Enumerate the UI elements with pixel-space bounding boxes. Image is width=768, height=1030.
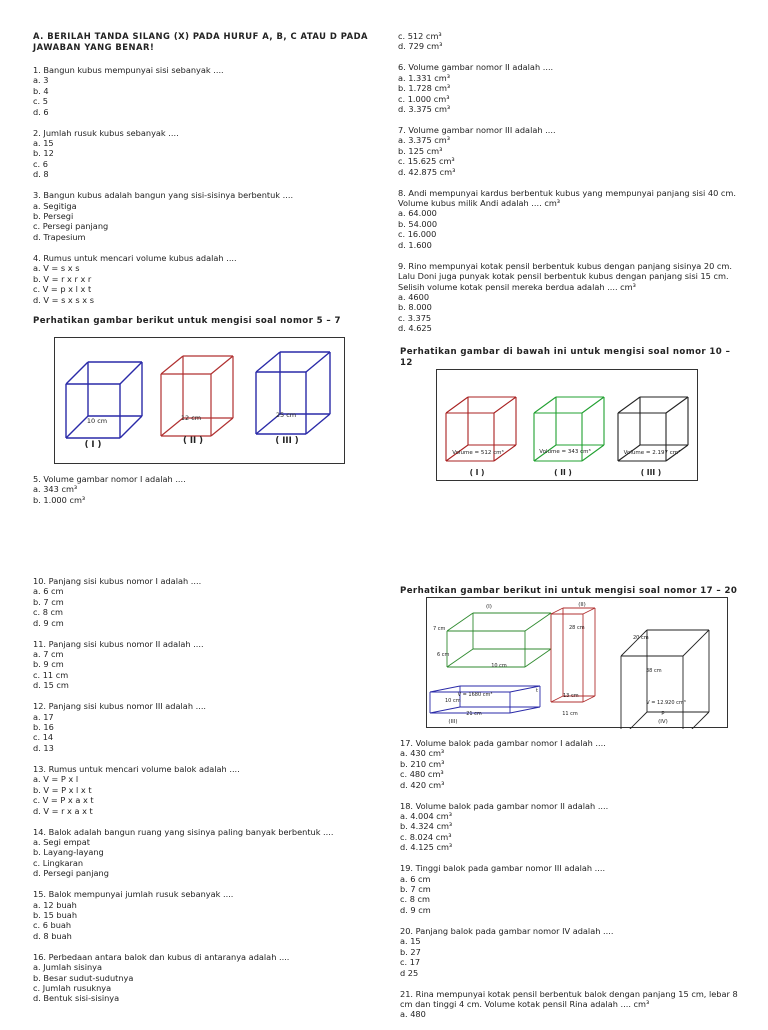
answer-option[interactable]: d. 3.375 cm³ xyxy=(398,104,451,115)
cube-edge xyxy=(120,362,142,384)
answer-option[interactable]: b. 125 cm³ xyxy=(398,145,443,156)
question-text: 2. Jumlah rusuk kubus sebanyak .... xyxy=(33,127,179,138)
section-10-12-line2: 12 xyxy=(400,358,413,368)
question-block xyxy=(33,253,378,305)
balok-edge xyxy=(583,696,595,702)
question-block xyxy=(398,125,743,177)
answer-option[interactable]: d. 4.625 xyxy=(398,323,432,334)
balok-3-length: 21 cm xyxy=(466,711,482,717)
question-block xyxy=(33,952,378,1004)
answer-option[interactable]: c. 14 xyxy=(33,732,54,743)
answer-option[interactable]: d. Bentuk sisi-sisinya xyxy=(33,993,120,1004)
answer-option[interactable]: d. 4.125 cm³ xyxy=(400,842,453,853)
answer-option[interactable]: c. 5 xyxy=(33,96,48,107)
answer-option[interactable]: a. 3.375 cm³ xyxy=(398,135,451,146)
cube-edge xyxy=(211,418,233,436)
answer-option[interactable]: a. 15 xyxy=(33,138,54,149)
header xyxy=(33,31,378,53)
balok-edge xyxy=(525,613,551,631)
question-text: 9. Rino mempunyai kotak pensil berbentuk kubus dengan panjang sisinya 20 cm. xyxy=(398,260,733,271)
answer-option[interactable]: a. V = s x s xyxy=(33,263,80,274)
cube-edge xyxy=(582,397,604,413)
figure-balok-17-20 xyxy=(426,597,728,728)
balok-edge xyxy=(621,630,647,656)
answer-option[interactable]: d. 8 xyxy=(33,169,49,180)
answer-option[interactable]: b. 1.000 cm³ xyxy=(33,494,86,505)
balok-edge xyxy=(430,707,460,713)
question-block xyxy=(33,889,378,941)
section-heading-10-12 xyxy=(400,347,745,369)
question-block xyxy=(398,31,743,52)
balok-edge xyxy=(683,712,709,729)
answer-option[interactable]: d. 8 buah xyxy=(33,930,72,941)
answer-option[interactable]: d. 1.600 xyxy=(398,239,432,250)
answer-option[interactable]: c. 6 xyxy=(33,158,48,169)
question-text: Selisih volume kotak pensil mereka berdua adalah .... cm³ xyxy=(398,281,636,292)
cube-edge xyxy=(161,356,183,374)
balok-1-length: 10 cm xyxy=(491,663,507,669)
question-text: cm dan tinggi 4 cm. Volume kotak pensil Rina adalah .... cm³ xyxy=(400,998,650,1009)
question-block xyxy=(398,188,743,250)
answer-option[interactable]: b. V = P x l x t xyxy=(33,784,92,795)
answer-option[interactable]: a. Segitiga xyxy=(33,200,77,211)
balok-edge xyxy=(447,649,473,667)
answer-option[interactable]: d. 9 cm xyxy=(33,617,64,628)
question-block xyxy=(398,261,743,334)
balok-edge xyxy=(510,707,540,713)
question-block xyxy=(33,701,378,753)
question-text: 18. Volume balok pada gambar nomor II adalah .... xyxy=(400,800,609,811)
answer-option[interactable]: c. V = p x l x t xyxy=(33,284,92,295)
cube-3-numeral: ( III ) xyxy=(640,468,662,477)
balok-2-depth: 13 cm xyxy=(563,693,579,699)
cube-2-numeral: ( II ) xyxy=(182,436,204,446)
cube-edge xyxy=(66,362,88,384)
question-text: 6. Volume gambar nomor II adalah .... xyxy=(398,62,554,73)
cube-edge xyxy=(494,397,516,413)
balok-edge xyxy=(525,649,551,667)
question-text: 10. Panjang sisi kubus nomor I adalah .... xyxy=(33,576,202,586)
balok-4-numeral: (IV) xyxy=(658,719,668,725)
answer-option[interactable]: c. 512 cm³ xyxy=(398,31,442,41)
cube-3-volume-label: Volume = 2.197 cm³ xyxy=(623,450,681,456)
answer-option[interactable]: c. Persegi panjang xyxy=(33,221,109,232)
answer-option[interactable]: d. V = r x a x t xyxy=(33,805,93,816)
section-heading-17-20: Perhatikan gambar berikut ini untuk mengisi soal nomor 17 – 20 xyxy=(400,586,738,596)
balok-edge xyxy=(551,696,563,702)
answer-option[interactable]: d. 15 cm xyxy=(33,680,69,691)
answer-option[interactable]: d. 729 cm³ xyxy=(398,41,443,52)
question-5 xyxy=(33,474,378,505)
answer-option[interactable]: a. 4.004 cm³ xyxy=(400,811,453,822)
answer-option[interactable]: a. V = P x l xyxy=(33,774,79,785)
answer-option[interactable]: d. 42.875 cm³ xyxy=(398,166,456,177)
answer-option[interactable]: a. 7 cm xyxy=(33,649,64,660)
answer-option[interactable]: a. 3 xyxy=(33,75,49,86)
answer-option[interactable]: b. 12 xyxy=(33,148,54,159)
cube-2-side-label: 12 cm xyxy=(180,414,202,422)
balok-3-volume: V = 1680 cm³ xyxy=(457,692,493,698)
answer-option[interactable]: c. V = P x a x t xyxy=(33,795,94,806)
answer-option[interactable]: b. 15 buah xyxy=(33,909,78,920)
answer-option[interactable]: a. 343 cm³ xyxy=(33,484,78,495)
answer-option[interactable]: b. 8.000 xyxy=(398,302,432,313)
balok-1-height: 7 cm xyxy=(433,626,446,632)
balok-3-numeral: (III) xyxy=(448,719,458,725)
header-line-2: JAWABAN YANG BENAR! xyxy=(33,42,155,52)
answer-option[interactable]: d. 420 cm³ xyxy=(400,779,445,790)
question-block xyxy=(400,801,745,853)
question-block xyxy=(400,989,745,1020)
answer-option[interactable]: a. 17 xyxy=(33,711,54,722)
question-text: 7. Volume gambar nomor III adalah .... xyxy=(398,125,556,136)
answer-option[interactable]: c. 15.625 cm³ xyxy=(398,156,455,167)
questions-10-16 xyxy=(33,576,378,1014)
answer-option[interactable]: c. 17 xyxy=(400,957,421,968)
question-block xyxy=(33,764,378,816)
cube-1-volume-label: Volume = 512 cm³ xyxy=(452,450,504,456)
question-text: Lalu Doni juga punyak kotak pensil berbentuk kubus dengan panjang sisi 15 cm. xyxy=(398,271,729,282)
answer-option[interactable]: a. 6 cm xyxy=(33,586,64,597)
balok-4-volume: V = 12.920 cm³ xyxy=(646,700,686,706)
answer-option[interactable]: a. 64.000 xyxy=(398,208,437,219)
cube-edge xyxy=(666,397,688,413)
cube-edge xyxy=(446,397,468,413)
cube-edge xyxy=(161,418,183,436)
cube-3-numeral: ( III ) xyxy=(275,436,299,446)
answer-option[interactable]: c. 8 cm xyxy=(33,607,63,618)
cube-1-numeral: ( I ) xyxy=(469,468,485,477)
cube-1-side-label: 10 cm xyxy=(86,417,108,425)
balok-4-height: 38 cm xyxy=(646,668,662,674)
balok-2-height: 28 cm xyxy=(569,625,585,631)
figure-cubes-10-12 xyxy=(436,369,698,481)
answer-option[interactable]: b. Persegi xyxy=(33,211,74,222)
cube-edge xyxy=(256,352,280,372)
answer-option[interactable]: c. 8 cm xyxy=(400,894,430,905)
question-block xyxy=(398,62,743,114)
balok-edge xyxy=(551,608,563,614)
cube-edge xyxy=(618,397,640,413)
question-block xyxy=(33,576,378,628)
figure-cubes-5-7 xyxy=(54,337,345,464)
answer-option[interactable]: a. 4600 xyxy=(398,291,430,302)
answer-option[interactable]: a. 12 buah xyxy=(33,899,77,910)
answer-option[interactable]: b. 27 xyxy=(400,946,421,957)
answer-option[interactable]: c. 6 buah xyxy=(33,920,72,931)
answer-option[interactable]: d. V = s x s x s xyxy=(33,294,94,305)
balok-edge xyxy=(683,630,709,656)
question-text: 17. Volume balok pada gambar nomor I adalah .... xyxy=(400,738,606,748)
answer-option[interactable]: a. 1.331 cm³ xyxy=(398,72,451,83)
question-text: 21. Rina mempunyai kotak pensil berbentuk balok dengan panjang 15 cm, lebar 8 xyxy=(400,988,738,999)
answer-option[interactable]: b. 16 xyxy=(33,722,54,733)
question-block xyxy=(400,926,745,978)
question-text: 19. Tinggi balok pada gambar nomor III adalah .... xyxy=(400,863,606,874)
answer-option[interactable]: c. Lingkaran xyxy=(33,857,84,868)
answer-option[interactable]: d. 6 xyxy=(33,106,49,117)
answer-option[interactable]: b. V = r x r x r xyxy=(33,273,92,284)
answer-option[interactable]: c. 11 cm xyxy=(33,669,69,680)
cube-3-side-label: 25 cm xyxy=(275,411,297,419)
cube-edge xyxy=(534,397,556,413)
balok-1-width: 6 cm xyxy=(437,652,450,658)
answer-option[interactable]: c. 3.375 xyxy=(398,312,432,323)
question-block xyxy=(400,738,745,790)
section-heading-5-7: Perhatikan gambar berikut untuk mengisi soal nomor 5 – 7 xyxy=(33,316,341,326)
answer-option[interactable]: d 25 xyxy=(400,967,419,978)
answer-option[interactable]: a. 430 cm³ xyxy=(400,748,445,759)
question-text: 5. Volume gambar nomor I adalah .... xyxy=(33,474,186,484)
question-text: 20. Panjang balok pada gambar nomor IV adalah .... xyxy=(400,925,614,936)
answer-option[interactable]: b. 9 cm xyxy=(33,659,64,670)
balok-edge xyxy=(430,686,460,692)
answer-option[interactable]: b. 210 cm³ xyxy=(400,758,445,769)
balok-edge xyxy=(583,608,595,614)
answer-option[interactable]: a. 6 cm xyxy=(400,873,431,884)
question-text: 11. Panjang sisi kubus nomor II adalah .... xyxy=(33,638,204,649)
question-text: Volume kubus milik Andi adalah .... cm³ xyxy=(398,198,561,209)
answer-option[interactable]: b. 7 cm xyxy=(400,884,431,895)
balok-4-width: 20 cm xyxy=(633,635,649,641)
balok-3-height-var: t xyxy=(536,688,538,694)
questions-17-21 xyxy=(400,738,745,1030)
question-text: 16. Perbedaan antara balok dan kubus di antaranya adalah .... xyxy=(33,951,290,962)
cube-edge xyxy=(306,352,330,372)
balok-3-width: 10 cm xyxy=(445,698,461,704)
balok-edge xyxy=(447,613,473,631)
balok-2-numeral: (II) xyxy=(578,602,586,608)
question-text: 8. Andi mempunyai kardus berbentuk kubus yang mempunyai panjang sisi 40 cm. xyxy=(398,187,736,198)
question-text: 1. Bangun kubus mempunyai sisi sebanyak .... xyxy=(33,65,224,75)
answer-option[interactable]: b. 4.324 cm³ xyxy=(400,821,453,832)
answer-option[interactable]: a. 15 xyxy=(400,936,421,947)
answer-option[interactable]: b. 1.728 cm³ xyxy=(398,83,451,94)
answer-option[interactable]: d. Persegi panjang xyxy=(33,868,109,879)
answer-option[interactable]: c. 1.000 cm³ xyxy=(398,93,450,104)
question-block xyxy=(33,827,378,879)
question-text: 12. Panjang sisi kubus nomor III adalah .... xyxy=(33,701,207,712)
question-block xyxy=(33,639,378,691)
question-block xyxy=(33,128,378,180)
cube-1-numeral: ( I ) xyxy=(84,440,102,450)
cube-edge xyxy=(66,416,88,438)
answer-option[interactable]: c. 480 cm³ xyxy=(400,769,444,780)
answer-option[interactable]: c. Jumlah rusuknya xyxy=(33,982,112,993)
answer-option[interactable]: d. 13 xyxy=(33,742,54,753)
balok-1-numeral: (I) xyxy=(486,604,492,610)
answer-option[interactable]: c. 16.000 xyxy=(398,229,437,240)
answer-option[interactable]: a. 480 xyxy=(400,1009,426,1020)
question-text: 13. Rumus untuk mencari volume balok adalah .... xyxy=(33,763,240,774)
answer-option[interactable]: a. Segi empat xyxy=(33,836,90,847)
answer-option[interactable]: b. 54.000 xyxy=(398,218,438,229)
answer-option[interactable]: d. 9 cm xyxy=(400,904,431,915)
cube-edge xyxy=(306,414,330,434)
answer-option[interactable]: b. Besar sudut-sudutnya xyxy=(33,972,134,983)
questions-1-4 xyxy=(33,65,378,316)
balok-4-length-var: p xyxy=(661,710,665,716)
question-block xyxy=(33,190,378,242)
section-10-12-line1: Perhatikan gambar di bawah ini untuk mengisi soal nomor 10 – xyxy=(400,347,731,357)
question-text: 14. Balok adalah bangun ruang yang sisinya paling banyak berbentuk .... xyxy=(33,826,334,837)
balok-edge xyxy=(621,712,647,729)
cube-2-numeral: ( II ) xyxy=(554,468,572,477)
question-text: 4. Rumus untuk mencari volume kubus adalah .... xyxy=(33,252,237,263)
answer-option[interactable]: a. Jumlah sisinya xyxy=(33,962,103,973)
question-text: 3. Bangun kubus adalah bangun yang sisi-sisinya berbentuk .... xyxy=(33,190,294,201)
answer-option[interactable]: d. Trapesium xyxy=(33,231,86,242)
answer-option[interactable]: b. Layang-layang xyxy=(33,847,104,858)
question-block xyxy=(33,65,378,117)
question-block xyxy=(400,863,745,915)
answer-option[interactable]: c. 8.024 cm³ xyxy=(400,831,452,842)
cube-edge xyxy=(120,416,142,438)
balok-2-length: 11 cm xyxy=(562,711,578,717)
header-line-1: A. BERILAH TANDA SILANG (X) PADA HURUF A, B, C ATAU D PADA xyxy=(33,31,368,41)
question-text: 15. Balok mempunyai jumlah rusuk sebanyak .... xyxy=(33,889,234,900)
answer-option[interactable]: b. 7 cm xyxy=(33,596,64,607)
answer-option[interactable]: b. 4 xyxy=(33,85,49,96)
cube-2-volume-label: Volume = 343 cm³ xyxy=(539,449,591,455)
cube-edge xyxy=(211,356,233,374)
questions-5-9-right xyxy=(398,31,743,344)
